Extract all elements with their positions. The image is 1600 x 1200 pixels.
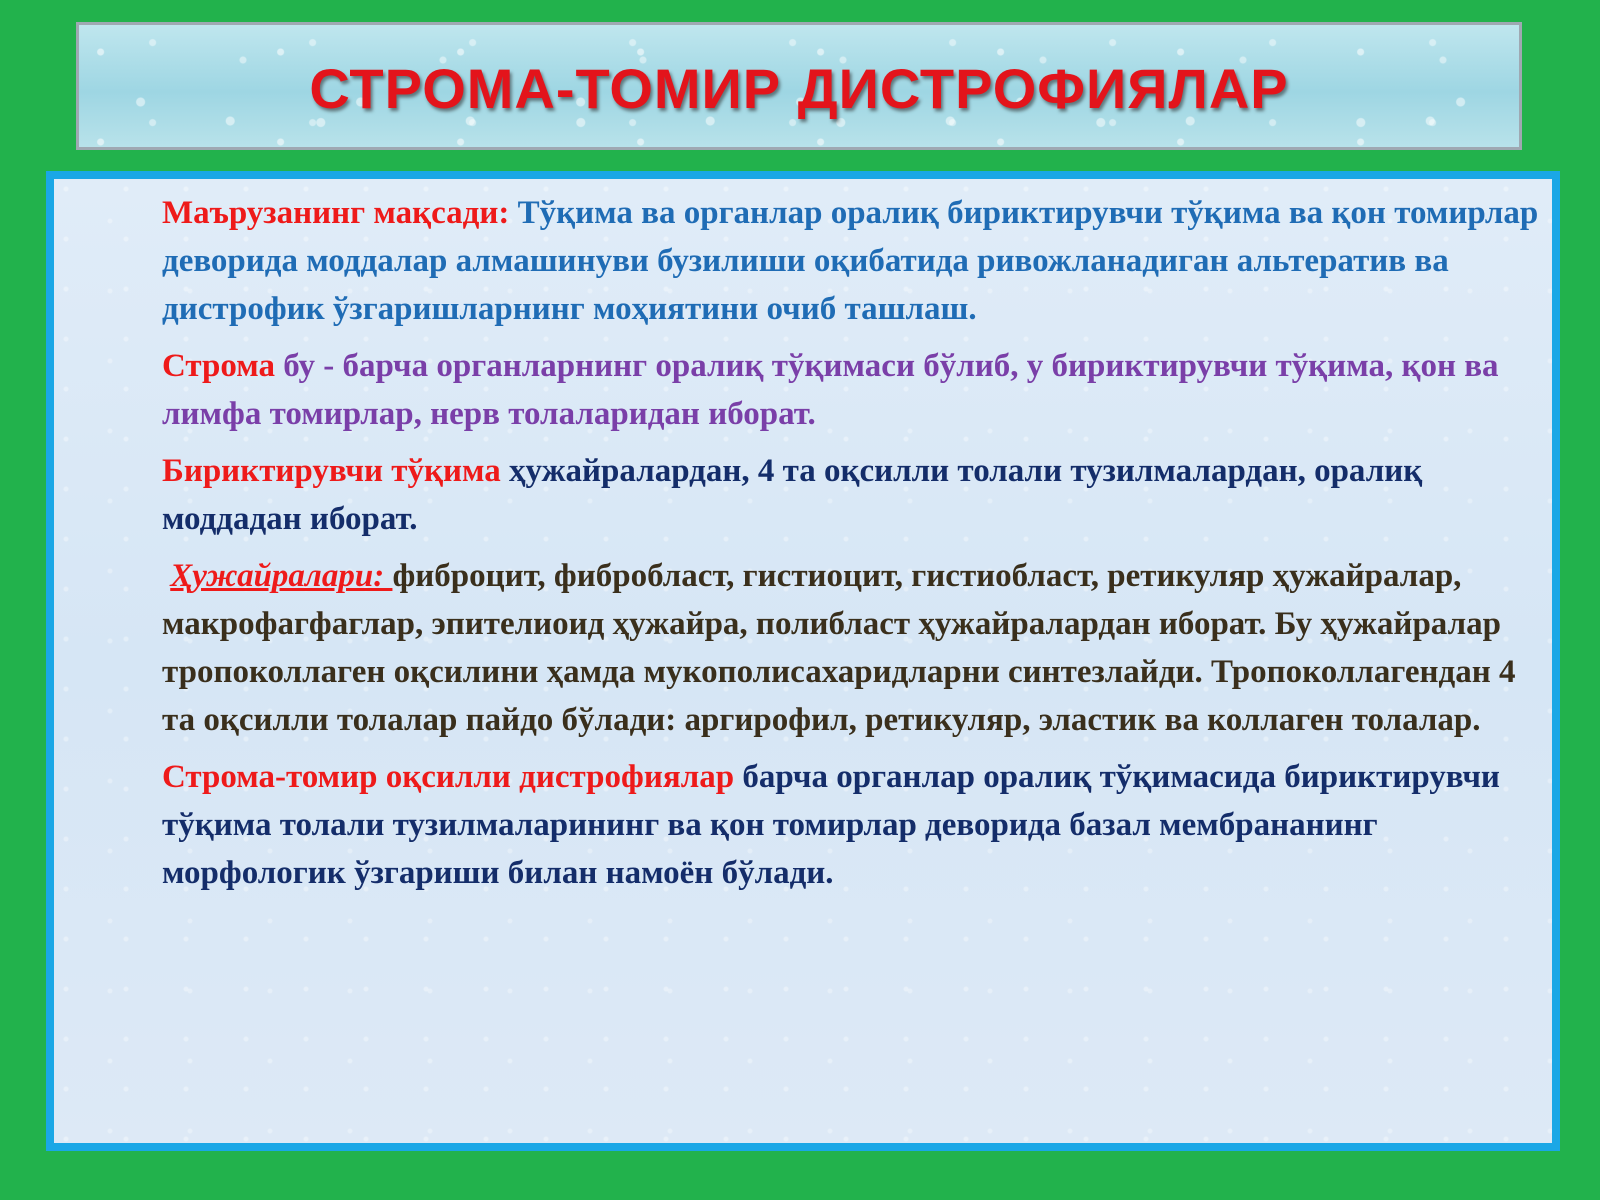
paragraph-cells bbox=[162, 552, 1554, 744]
paragraph-lecture-goal bbox=[162, 189, 1554, 333]
paragraph-connective-tissue bbox=[162, 447, 1554, 543]
slide-title: СТРОМА-ТОМИР ДИСТРОФИЯЛАР bbox=[309, 56, 1289, 120]
connective-tissue-label: Бириктирувчи тўқима bbox=[162, 453, 501, 489]
lecture-goal-text: Тўқима ва органлар оралиқ бириктирувчи тўқима ва қон томирлар деворида моддалар алмашинуви бузилиши оқибатида ривожланадиган альтератив ва дистрофик ўзгаришларнинг моҳиятини очиб ташлаш. bbox=[162, 195, 1539, 327]
stroma-vascular-dystrophy-label: Строма-томир оқсилли дистрофиялар bbox=[162, 759, 735, 795]
cells-text: фиброцит, фибробласт, гистиоцит, гистиобласт, ретикуляр ҳужайралар, макрофагфаглар, эпителиоид ҳужайра, полибласт ҳужайралардан иборат. Бу ҳужайралар тропоколлаген оқсилини ҳамда мукополисахаридларни синтезлайди. Тропоколлагендан 4 та оқсилли толалар пайдо бўлади: аргирофил, ретикуляр, эластик ва коллаген толалар. bbox=[162, 558, 1516, 738]
title-banner bbox=[76, 22, 1522, 150]
paragraph-stroma bbox=[162, 342, 1554, 438]
lecture-goal-label: Маърузанинг мақсади: bbox=[162, 195, 510, 231]
text-block bbox=[162, 189, 1554, 906]
cells-label: Ҳужайралари: bbox=[170, 558, 393, 594]
connective-tissue-text: ҳужайралардан, 4 та оқсилли толали тузилмалардан, оралиқ моддадан иборат. bbox=[162, 453, 1423, 537]
stroma-text: бу - барча органларнинг оралиқ тўқимаси бўлиб, у бириктирувчи тўқима, қон ва лимфа томирлар, нерв толаларидан иборат. bbox=[162, 348, 1499, 432]
stroma-vascular-dystrophy-text: барча органлар оралиқ тўқимасида бириктирувчи тўқима толали тузилмаларининг ва қон томирлар деворида базал мембрананинг морфологик ўзгариши билан намоён бўлади. bbox=[162, 759, 1500, 891]
paragraph-stroma-vascular-dystrophy bbox=[162, 753, 1554, 897]
stroma-label: Строма bbox=[162, 348, 275, 384]
content-panel bbox=[46, 171, 1560, 1151]
